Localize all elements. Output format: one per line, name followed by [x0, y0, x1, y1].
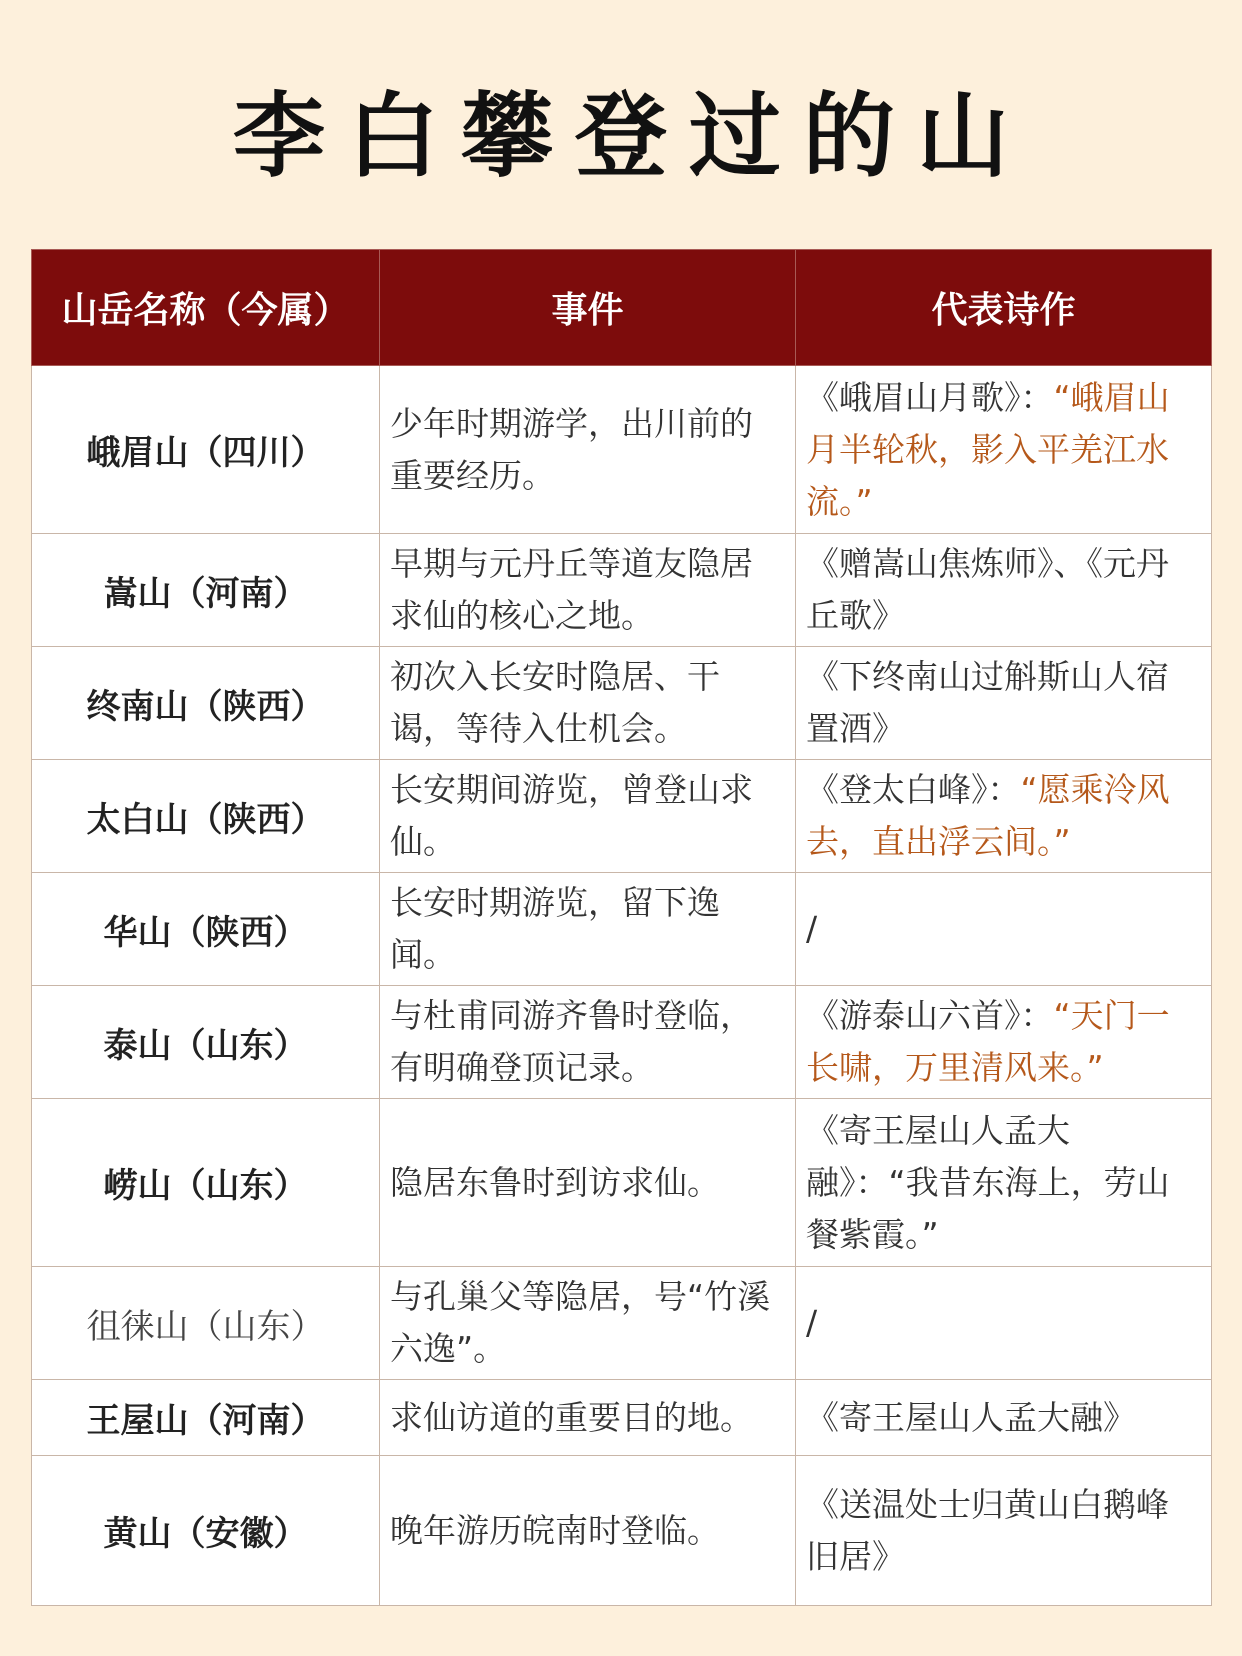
table-row [32, 1456, 1212, 1606]
poem-cell [796, 1267, 1212, 1380]
poem-quote: “天门一长啸，万里清风来。” [806, 996, 1170, 1087]
poem-cell [796, 873, 1212, 986]
table-row [32, 534, 1212, 647]
poem-title: 《赠嵩山焦炼师》、《元丹丘歌》 [806, 544, 1169, 635]
poem-cell [796, 986, 1212, 1099]
table-row [32, 1380, 1212, 1456]
event-text: 长安期间游览，曾登山求仙。 [380, 760, 796, 873]
poem-title: / [806, 1303, 818, 1342]
table-row [32, 986, 1212, 1099]
poem-title: 《登太白峰》： [806, 770, 1021, 809]
event-text: 隐居东鲁时到访求仙。 [380, 1099, 796, 1267]
mountain-name: 峨眉山（四川） [32, 366, 380, 534]
event-text: 与杜甫同游齐鲁时登临，有明确登顶记录。 [380, 986, 796, 1099]
table-header-row [32, 250, 1212, 366]
poem-cell [796, 760, 1212, 873]
poem-title: 《寄王屋山人孟大融》：“我昔东海上，劳山餐紫霞。” [806, 1110, 1170, 1254]
mountains-table [31, 249, 1212, 1606]
poem-quote: “愿乘泠风去，直出浮云间。” [806, 770, 1170, 861]
poem-title: 《送温处士归黄山白鹅峰旧居》 [806, 1484, 1169, 1576]
poem-cell [796, 1380, 1212, 1456]
event-text: 求仙访道的重要目的地。 [380, 1380, 796, 1456]
mountain-name: 太白山（陕西） [32, 760, 380, 873]
poem-cell [796, 1456, 1212, 1606]
poem-cell [796, 647, 1212, 760]
event-text: 与孔巢父等隐居，号“竹溪六逸”。 [380, 1267, 796, 1380]
event-text: 少年时期游学，出川前的重要经历。 [380, 366, 796, 534]
header-poem: 代表诗作 [796, 250, 1212, 366]
event-text: 初次入长安时隐居、干谒，等待入仕机会。 [380, 647, 796, 760]
mountain-name: 泰山（山东） [32, 986, 380, 1099]
mountain-name: 华山（陕西） [32, 873, 380, 986]
event-text: 晚年游历皖南时登临。 [380, 1456, 796, 1606]
table-row [32, 873, 1212, 986]
page-title: 李白攀登过的山 [232, 83, 1031, 190]
poem-cell [796, 366, 1212, 534]
table-row [32, 1099, 1212, 1267]
mountain-name: 崂山（山东） [32, 1099, 380, 1267]
table-row [32, 647, 1212, 760]
event-text: 长安时期游览，留下逸闻。 [380, 873, 796, 986]
poem-title: 《峨眉山月歌》： [806, 377, 1054, 417]
poem-title: 《下终南山过斛斯山人宿置酒》 [806, 657, 1169, 748]
poem-quote: “峨眉山月半轮秋，影入平羌江水流。” [806, 377, 1170, 521]
table-row [32, 760, 1212, 873]
mountain-name: 徂徕山（山东） [32, 1267, 380, 1380]
mountain-name: 王屋山（河南） [32, 1380, 380, 1456]
poem-title: 《游泰山六首》： [806, 996, 1054, 1035]
table-row [32, 1267, 1212, 1380]
event-text: 早期与元丹丘等道友隐居求仙的核心之地。 [380, 534, 796, 647]
poem-cell [796, 534, 1212, 647]
poem-cell [796, 1099, 1212, 1267]
mountain-name: 终南山（陕西） [32, 647, 380, 760]
table-row [32, 366, 1212, 534]
mountain-name: 嵩山（河南） [32, 534, 380, 647]
header-mountain-name: 山岳名称（今属） [32, 250, 380, 366]
header-event: 事件 [380, 250, 796, 366]
poem-title: 《寄王屋山人孟大融》 [806, 1397, 1136, 1437]
poem-title: / [806, 909, 818, 948]
mountain-name: 黄山（安徽） [32, 1456, 380, 1606]
